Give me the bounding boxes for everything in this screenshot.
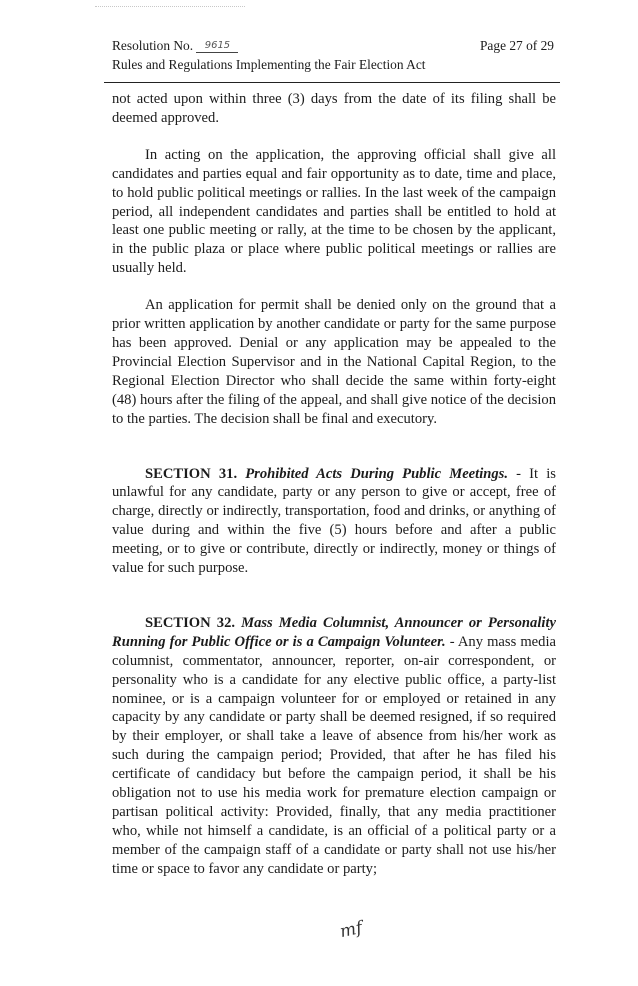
- header-top-row: [112, 36, 554, 55]
- document-body: [112, 90, 556, 879]
- document-subtitle: Rules and Regulations Implementing the Fair Election Act: [112, 57, 426, 72]
- page-header: [112, 36, 554, 74]
- section-32-label: SECTION 32.: [145, 614, 236, 631]
- paragraph-approving-official: In acting on the application, the approving official shall give all candidates and parties equal and fair opportunity as to date, time and place, to hold public political meetings or rallies. In the last week of the campaign period, all independent candidates and parties shall be entitled to hold at least one public meeting or rally, at the time to be chosen by the applicant, in the public plaza or place where public political meetings or rallies are usually held.: [112, 146, 556, 277]
- scan-artifact: [95, 6, 245, 9]
- section-31: [112, 465, 556, 578]
- section-31-label: SECTION 31.: [145, 465, 238, 482]
- paragraph-continuation: not acted upon within three (3) days from the date of its filing shall be deemed approved.: [112, 91, 556, 126]
- page-number: Page 27 of 29: [479, 38, 554, 53]
- section-31-title: Prohibited Acts During Public Meetings.: [245, 465, 509, 482]
- resolution-number: 9615: [196, 40, 238, 53]
- section-32-text: - Any mass media columnist, commentator, announcer, reporter, on-air correspondent, or personality who is a candidate for any elective public office, a party-list nominee, or is a campaign volunteer for or employed or retained in any capacity by any candidate or party shall be deemed resigned, if so required by their employer, or shall take a leave of absence from his/her work as such during the campaign period; Provided, that after he has filed his certificate of candidacy but before the campaign period, it shall be his obligation not to use his media work for premature election campaign or partisan political activity: Provided, finally, that any media practitioner who, while not himself a candidate, is an official of a political party or a member of the campaign staff of a candidate or party shall not use his/her time or space to favor any candidate or party;: [112, 633, 556, 877]
- section-32: [112, 614, 556, 879]
- resolution-label: Resolution No.: [112, 38, 194, 53]
- section-31-text: - It is unlawful for any candidate, party or any person to give or accept, free of charge, directly or indirectly, transportation, food and drinks, or anything of value during and within the five (5) hours before and after a public meeting, or to give or contribute, directly or indirectly, money or things of value for such purpose.: [112, 465, 556, 577]
- section-32-title: Mass Media Columnist, Announcer or Personality Running for Public Office or is a Campaign Volunteer.: [112, 614, 556, 650]
- resolution-line: [112, 36, 238, 55]
- paragraph-permit-denial: An application for permit shall be denied only on the ground that a prior written application by another candidate or party for the same purpose has been approved. Denial or any application may be appealed to the Provincial Election Supervisor and in the National Capital Region, to the Regional Election Director who shall decide the same within forty-eight (48) hours after the filing of the appeal, and shall give notice of the decision to the parties. The decision shall be final and executory.: [112, 297, 556, 427]
- handwritten-initials: mf: [338, 917, 365, 943]
- header-rule: [104, 82, 560, 83]
